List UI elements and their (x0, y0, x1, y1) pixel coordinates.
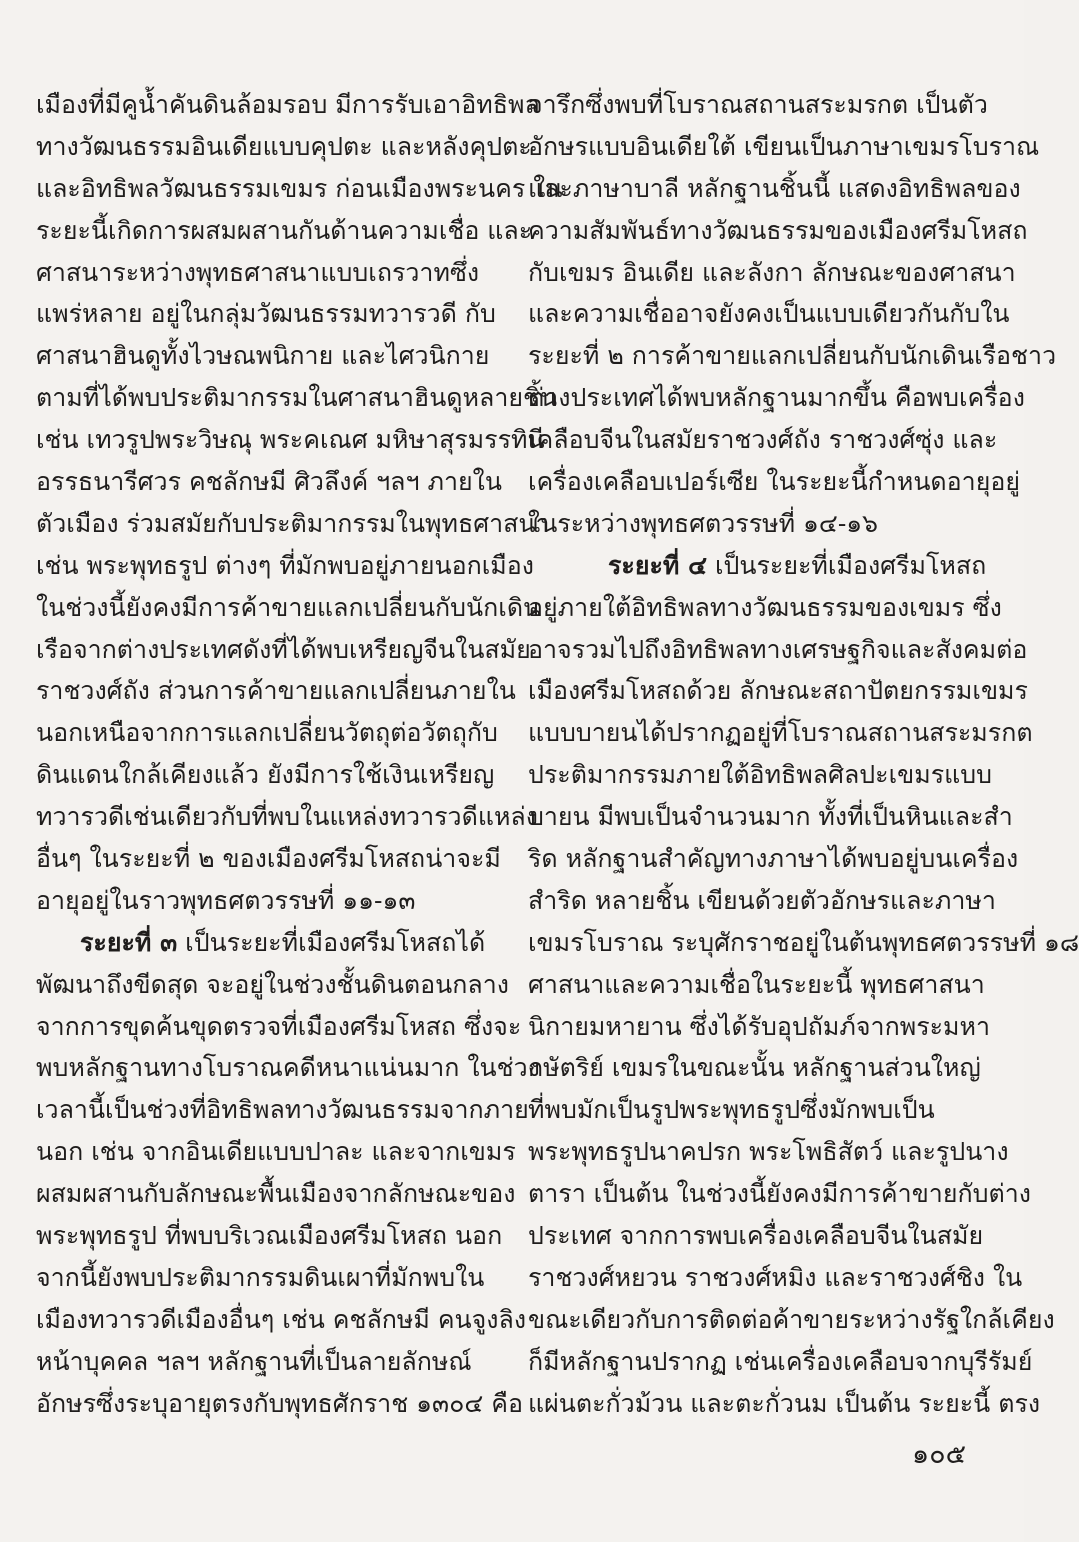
text-line: อักษรซึ่งระบุอายุตรงกับพุทธศักราช ๑๓๐๔ คือ (36, 1388, 523, 1418)
text-line: ทวารวดีเช่นเดียวกับที่พบในแหล่งทวารวดีแหล่ง (36, 802, 538, 832)
text-line: เรือจากต่างประเทศดังที่ได้พบเหรียญจีนในสมัย (36, 634, 531, 664)
right-column (528, 84, 1079, 1425)
text-line: เช่น เทวรูปพระวิษณุ พระคเณศ มหิษาสุรมรรทินี (36, 425, 545, 455)
text-line: ต่างประเทศได้พบหลักฐานมากขึ้น คือพบเครื่อง (528, 383, 1025, 413)
text-line: ศาสนาระหว่างพุทธศาสนาแบบเถรวาทซึ่ง (36, 257, 480, 287)
section-heading-3: ระยะที่ ๓ (80, 927, 178, 957)
text-line: ขณะเดียวกับการติดต่อค้าขายระหว่างรัฐใกล้เคียง (528, 1304, 1055, 1334)
section-4-start-line (528, 545, 987, 587)
text-line: ราชวงศ์ถัง ส่วนการค้าขายแลกเปลี่ยนภายใน (36, 676, 516, 706)
text-line: จากการขุดค้นขุดตรวจที่เมืองศรีมโหสถ ซึ่งจะ (36, 1011, 522, 1041)
left-column (36, 84, 563, 1425)
text-line: ประติมากรรมภายใต้อิทธิพลศิลปะเขมรแบบ (528, 760, 992, 790)
text-line: เครื่องเคลือบเปอร์เซีย ในระยะนี้กำหนดอายุอยู่ (528, 467, 1021, 497)
text-line: ระยะนี้เกิดการผสมผสานกันด้านความเชื่อ และ (36, 215, 533, 245)
text-line: ประเทศ จากการพบเครื่องเคลือบจีนในสมัย (528, 1221, 984, 1251)
text-line: นอก เช่น จากอินเดียแบบปาละ และจากเขมร (36, 1137, 516, 1167)
text-line: ก็มีหลักฐานปรากฏ เช่นเครื่องเคลือบจากบุรีรัมย์ (528, 1346, 1033, 1376)
text-line: ดินแดนใกล้เคียงแล้ว ยังมีการใช้เงินเหรียญ (36, 760, 495, 790)
text-line: เป็นระยะที่เมืองศรีมโหสถ (715, 550, 987, 580)
page-number: ๑๐๕ (912, 1439, 967, 1470)
text-line: และความเชื่ออาจยังคงเป็นแบบเดียวกันกับใน (528, 299, 1010, 329)
text-line: พบหลักฐานทางโบราณคดีหนาแน่นมาก ในช่วง (36, 1053, 540, 1083)
text-line: และภาษาบาลี หลักฐานชิ้นนี้ แสดงอิทธิพลของ (528, 173, 1021, 203)
text-line: เวลานี้เป็นช่วงที่อิทธิพลทางวัฒนธรรมจากภาย (36, 1095, 529, 1125)
text-line: ศาสนาและความเชื่อในระยะนี้ พุทธศาสนา (528, 969, 985, 999)
text-line: หน้าบุคคล ฯลฯ หลักฐานที่เป็นลายลักษณ์ (36, 1346, 472, 1376)
text-line: ความสัมพันธ์ทางวัฒนธรรมของเมืองศรีมโหสถ (528, 215, 1028, 245)
text-line: ศาสนาฮินดูทั้งไวษณพนิกาย และไศวนิกาย (36, 341, 490, 371)
text-line: ทางวัฒนธรรมอินเดียแบบคุปตะ และหลังคุปตะ (36, 131, 532, 161)
text-line: แผ่นตะกั่วม้วน และตะกั่วนม เป็นต้น ระยะนี้ ตรง (528, 1388, 1041, 1418)
text-line: ระยะที่ ๒ การค้าขายแลกเปลี่ยนกับนักเดินเรือชาว (528, 341, 1057, 371)
text-line: เช่น พระพุทธรูป ต่างๆ ที่มักพบอยู่ภายนอกเมือง (36, 550, 534, 580)
text-line: เมืองที่มีคูน้ำคันดินล้อมรอบ มีการรับเอาอิทธิพล (36, 90, 540, 119)
text-line: และอิทธิพลวัฒนธรรมเขมร ก่อนเมืองพระนคร ใน (36, 173, 563, 203)
text-line: เคลือบจีนในสมัยราชวงศ์ถัง ราชวงศ์ซุ่ง และ (528, 425, 998, 455)
text-line: จากนี้ยังพบประติมากรรมดินเผาที่มักพบใน (36, 1262, 485, 1292)
text-line: ผสมผสานกับลักษณะพื้นเมืองจากลักษณะของ (36, 1179, 516, 1209)
text-line: อื่นๆ ในระยะที่ ๒ ของเมืองศรีมโหสถน่าจะมี (36, 844, 501, 874)
text-line: แบบบายนได้ปรากฏอยู่ที่โบราณสถานสระมรกต (528, 718, 1033, 748)
text-line: อักษรแบบอินเดียใต้ เขียนเป็นภาษาเขมรโบราณ (528, 131, 1040, 161)
text-line: นิกายมหายาน ซึ่งได้รับอุปถัมภ์จากพระมหา (528, 1011, 991, 1041)
text-line: เมืองศรีมโหสถด้วย ลักษณะสถาปัตยกรรมเขมร (528, 676, 1028, 706)
text-line: บายน มีพบเป็นจำนวนมาก ทั้งที่เป็นหินและสำ (528, 802, 1013, 832)
text-line: สำริด หลายชิ้น เขียนด้วยตัวอักษรและภาษา (528, 885, 996, 915)
text-line: เมืองทวารวดีเมืองอื่นๆ เช่น คชลักษมี คนจูงลิง (36, 1304, 527, 1334)
text-line: ในช่วงนี้ยังคงมีการค้าขายแลกเปลี่ยนกับนักเดิน (36, 592, 541, 622)
section-heading-4: ระยะที่ ๔ (608, 550, 708, 580)
text-line: พัฒนาถึงขีดสุด จะอยู่ในช่วงชั้นดินตอนกลาง (36, 969, 509, 999)
text-line: กษัตริย์ เขมรในขณะนั้น หลักฐานส่วนใหญ่ (528, 1053, 981, 1083)
text-line: ที่พบมักเป็นรูปพระพุทธรูปซึ่งมักพบเป็น (528, 1095, 935, 1125)
section-3-start-line (36, 922, 486, 964)
text-line: กับเขมร อินเดีย และลังกา ลักษณะของศาสนา (528, 257, 1016, 287)
text-line: นอกเหนือจากการแลกเปลี่ยนวัตถุต่อวัตถุกับ (36, 718, 498, 748)
text-line: ราชวงศ์หยวน ราชวงศ์หมิง และราชวงศ์ชิง ใน (528, 1262, 1023, 1292)
text-line: ตารา เป็นต้น ในช่วงนี้ยังคงมีการค้าขายกับต่าง (528, 1179, 1031, 1209)
text-line: ตามที่ได้พบประติมากรรมในศาสนาฮินดูหลายชิ้น (36, 383, 558, 413)
text-line: อายุอยู่ในราวพุทธศตวรรษที่ ๑๑-๑๓ (36, 885, 416, 915)
text-line: แพร่หลาย อยู่ในกลุ่มวัฒนธรรมทวารวดี กับ (36, 299, 496, 329)
text-line: พระพุทธรูปนาคปรก พระโพธิสัตว์ และรูปนาง (528, 1137, 1009, 1167)
text-line: อาจรวมไปถึงอิทธิพลทางเศรษฐกิจและสังคมต่อ (528, 634, 1028, 664)
text-line: จารึกซึ่งพบที่โบราณสถานสระมรกต เป็นตัว (528, 90, 988, 119)
text-line: ในระหว่างพุทธศตวรรษที่ ๑๔-๑๖ (528, 508, 879, 538)
text-line: เป็นระยะที่เมืองศรีมโหสถได้ (185, 927, 486, 957)
text-line: เขมรโบราณ ระบุศักราชอยู่ในต้นพุทธศตวรรษที่ ๑๘ (528, 927, 1079, 957)
text-line: พระพุทธรูป ที่พบบริเวณเมืองศรีมโหสถ นอก (36, 1221, 503, 1251)
text-line: ตัวเมือง ร่วมสมัยกับประติมากรรมในพุทธศาสนา (36, 508, 550, 538)
text-line: อรรธนารีศวร คชลักษมี ศิวลึงค์ ฯลฯ ภายใน (36, 467, 502, 497)
text-line: ริด หลักฐานสำคัญทางภาษาได้พบอยู่บนเครื่อง (528, 844, 1019, 874)
text-line: อยู่ภายใต้อิทธิพลทางวัฒนธรรมของเขมร ซึ่ง (528, 592, 1002, 622)
